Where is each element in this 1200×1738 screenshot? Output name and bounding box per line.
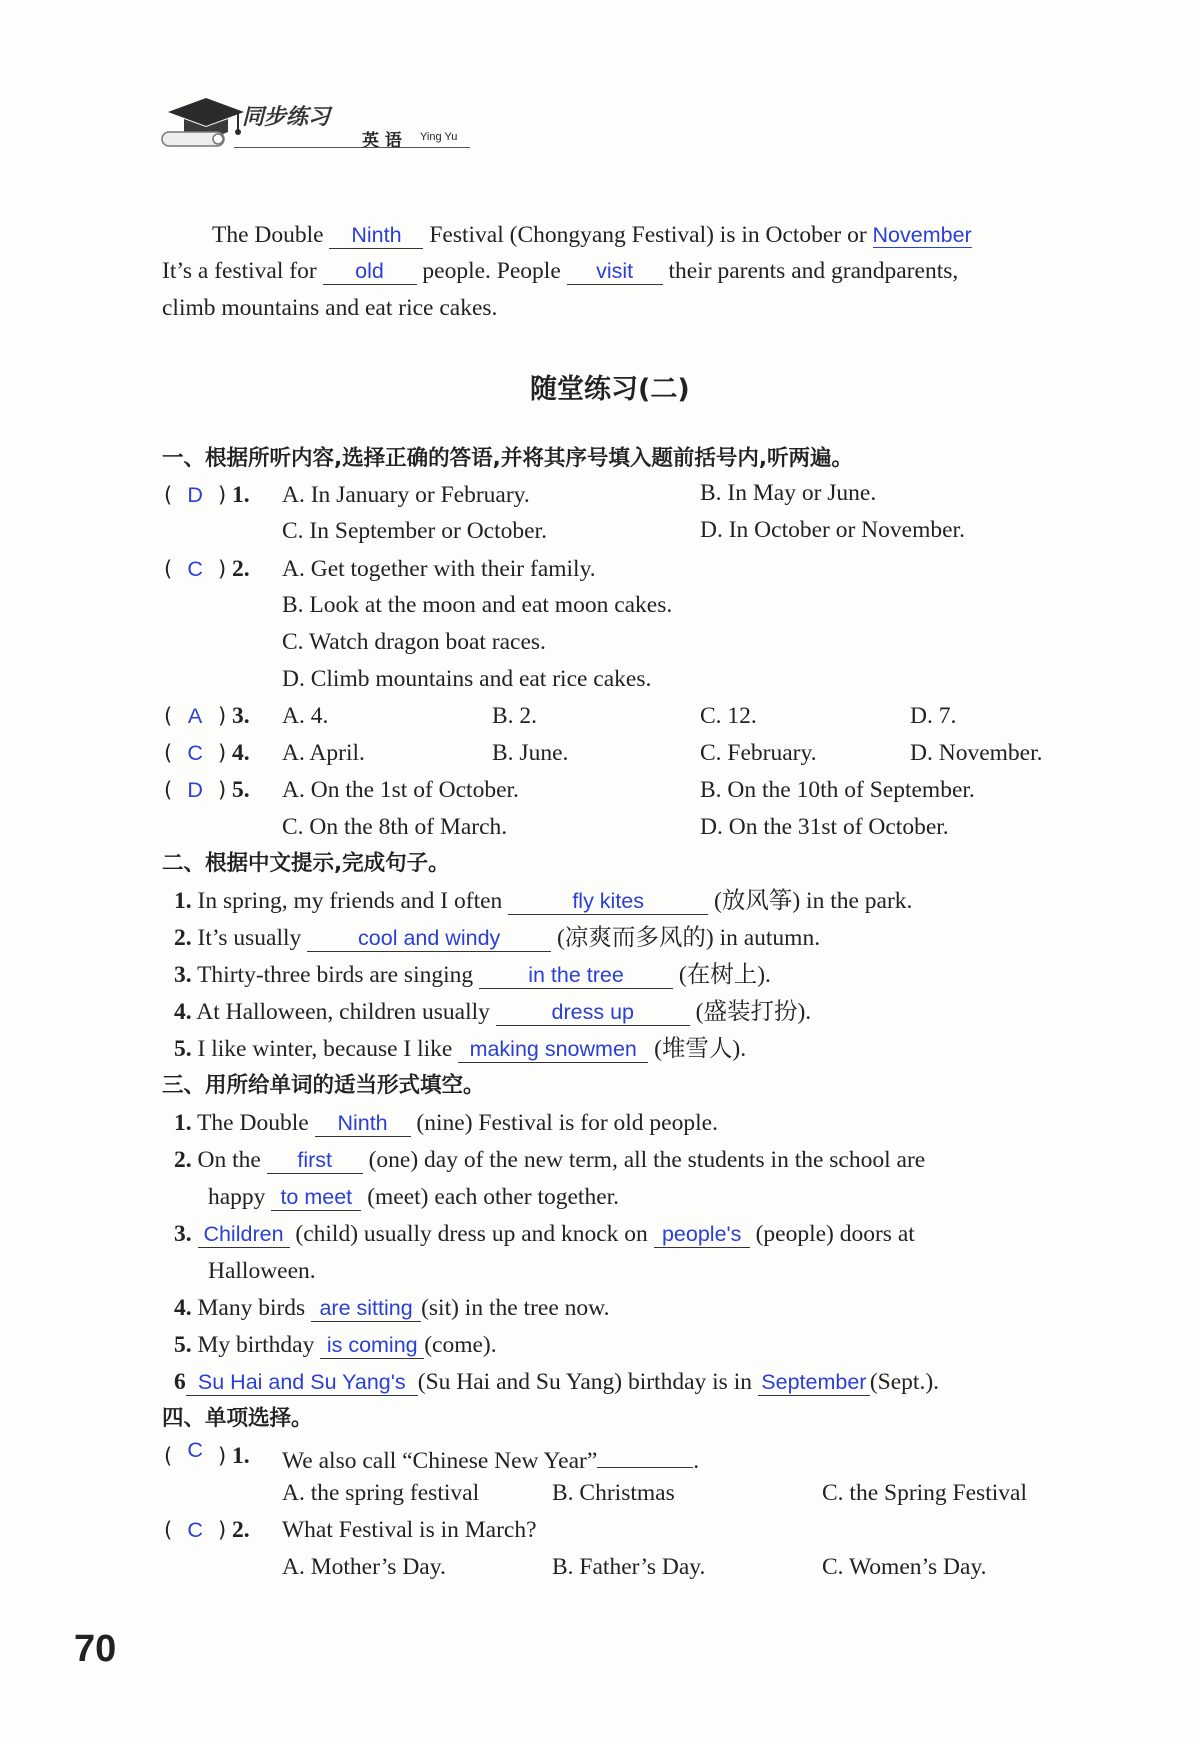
part2-sentence-5 [174, 1034, 746, 1064]
series-title: 同步练习 [242, 105, 331, 130]
answer-blank[interactable]: people's [661, 1222, 742, 1246]
part3-sentence-6 [174, 1367, 939, 1397]
stem-text: We also call “Chinese New Year” [282, 1448, 598, 1474]
sentence-text: (meet) each other together. [367, 1184, 620, 1210]
header-rule [234, 147, 470, 148]
sentence-text: I like winter, because I like [197, 1036, 453, 1062]
option: D. Climb mountains and eat rice cakes. [282, 666, 652, 692]
intro-text: climb mountains and eat rice cakes. [162, 295, 498, 321]
part2-sentence-2 [174, 923, 820, 953]
sentence-text: (在树上). [678, 962, 771, 988]
answer-blank[interactable]: Su Hai and Su Yang's [197, 1370, 406, 1394]
stem-text: . [693, 1448, 700, 1474]
answer-blank[interactable]: Ninth [351, 223, 402, 247]
question-stem: What Festival is in March? [282, 1517, 537, 1543]
option: C. the Spring Festival [822, 1480, 1027, 1506]
option: B. In May or June. [700, 480, 877, 506]
paren-open: ( [164, 1444, 173, 1468]
paren-open: ( [164, 704, 173, 728]
answer-choice[interactable]: A [187, 704, 203, 728]
question-number: 4. [174, 999, 192, 1025]
question-number: 2. [232, 556, 250, 582]
intro-text: It’s a festival for [162, 258, 317, 284]
option: C. Watch dragon boat races. [282, 629, 546, 655]
part2-sentence-1 [174, 886, 912, 916]
subject-cn: 英 语 [362, 131, 402, 151]
subject-pinyin: Ying Yu [420, 131, 458, 143]
sentence-text: On the [197, 1147, 261, 1173]
answer-blank[interactable]: first [297, 1148, 332, 1172]
option: B. June. [492, 740, 569, 766]
paren-open: ( [164, 557, 173, 581]
answer-blank[interactable]: are sitting [319, 1296, 413, 1320]
intro-text: The Double [212, 222, 324, 248]
option: C. Women’s Day. [822, 1554, 987, 1580]
sentence-text: (堆雪人). [654, 1036, 747, 1062]
sentence-text: (child) usually dress up and knock on [295, 1221, 648, 1247]
answer-choice[interactable]: C [187, 741, 203, 765]
paren-close: ) [217, 1444, 227, 1468]
question-number: 2. [174, 925, 192, 951]
answer-blank[interactable]: is coming [326, 1333, 418, 1357]
header [158, 92, 478, 154]
question-number: 4. [174, 1295, 192, 1321]
part2-heading: 二、根据中文提示,完成句子。 [162, 851, 450, 876]
option: C. 12. [700, 703, 757, 729]
paren-close: ) [217, 778, 227, 802]
answer-choice[interactable]: C [187, 557, 203, 581]
part2-sentence-4 [174, 997, 811, 1027]
sentence-text: (come). [424, 1332, 497, 1358]
sentence-text: The Double [197, 1110, 309, 1136]
sentence-text: (sit) in the tree now. [421, 1295, 610, 1321]
question-number: 6 [174, 1369, 186, 1395]
part4-heading: 四、单项选择。 [162, 1406, 313, 1431]
option: C. February. [700, 740, 817, 766]
question-number: 1. [232, 482, 250, 508]
answer-blank[interactable]: Children [203, 1222, 284, 1246]
option: C. On the 8th of March. [282, 814, 508, 840]
graduation-cap-icon [158, 92, 248, 154]
question-number: 1. [232, 1443, 250, 1469]
part3-sentence-2-cont [208, 1182, 619, 1212]
q2-row [164, 554, 250, 584]
mc-q2-row [164, 1515, 250, 1545]
option: D. November. [910, 740, 1043, 766]
question-number: 4. [232, 740, 250, 766]
question-number: 3. [174, 1221, 192, 1247]
question-number: 5. [232, 777, 250, 803]
answer-choice[interactable]: C [187, 1438, 203, 1462]
option: A. the spring festival [282, 1480, 480, 1506]
answer-blank[interactable] [597, 1441, 693, 1468]
paren-open: ( [164, 1518, 173, 1542]
answer-blank[interactable]: in the tree [528, 963, 624, 987]
intro-text: their parents and grandparents, [668, 258, 959, 284]
sentence-text: (Sept.). [869, 1369, 940, 1395]
part3-sentence-2 [174, 1145, 925, 1175]
question-number: 2. [174, 1147, 192, 1173]
option: B. 2. [492, 703, 538, 729]
answer-blank[interactable]: cool and windy [358, 926, 501, 950]
part2-sentence-3 [174, 960, 771, 990]
question-number: 5. [174, 1036, 192, 1062]
paren-close: ) [217, 483, 227, 507]
part3-sentence-1 [174, 1108, 718, 1138]
option: D. On the 31st of October. [700, 814, 949, 840]
q4-row [164, 738, 250, 768]
answer-blank[interactable]: to meet [280, 1185, 353, 1209]
part1-heading: 一、根据所听内容,选择正确的答语,并将其序号填入题前括号内,听两遍。 [162, 446, 854, 471]
sentence-text: (nine) Festival is for old people. [416, 1110, 718, 1136]
paren-close: ) [217, 557, 227, 581]
question-number: 1. [174, 1110, 192, 1136]
answer-choice[interactable]: D [187, 483, 203, 507]
paren-open: ( [164, 741, 173, 765]
option: A. Mother’s Day. [282, 1554, 446, 1580]
sentence-text: (one) day of the new term, all the students in the school are [368, 1147, 926, 1173]
q1-row [164, 480, 250, 510]
intro-line-2 [162, 256, 958, 286]
part3-heading: 三、用所给单词的适当形式填空。 [162, 1073, 485, 1098]
answer-blank[interactable]: Ninth [337, 1111, 388, 1135]
paren-open: ( [164, 483, 173, 507]
sentence-text: In spring, my friends and I often [197, 888, 503, 914]
sentence-text: At Halloween, children usually [196, 999, 490, 1025]
part3-sentence-5 [174, 1330, 497, 1360]
sentence-text: (凉爽而多风的) in autumn. [557, 925, 821, 951]
sentence-text: happy [208, 1184, 266, 1210]
option: B. Christmas [552, 1480, 675, 1506]
intro-text: Festival (Chongyang Festival) is in October or [429, 222, 867, 248]
option: A. In January or February. [282, 482, 530, 508]
question-number: 1. [174, 888, 192, 914]
page-number: 70 [74, 1628, 117, 1670]
mc-q1-row [164, 1438, 250, 1471]
option: A. Get together with their family. [282, 556, 596, 582]
answer-blank[interactable]: visit [596, 259, 634, 283]
paren-open: ( [164, 778, 173, 802]
option: D. In October or November. [700, 517, 965, 543]
intro-line-3 [162, 293, 497, 323]
answer-blank[interactable]: dress up [551, 1000, 634, 1024]
intro-line-1 [212, 220, 972, 250]
answer-blank[interactable]: making snowmen [469, 1037, 637, 1061]
q3-row [164, 701, 250, 731]
sentence-text: (people) doors at [755, 1221, 915, 1247]
option: B. Look at the moon and eat moon cakes. [282, 592, 673, 618]
sentence-text: My birthday [197, 1332, 315, 1358]
sentence-text: Thirty-three birds are singing [197, 962, 474, 988]
sentence-text: (盛装打扮). [695, 999, 812, 1025]
option: A. 4. [282, 703, 329, 729]
answer-blank[interactable]: fly kites [572, 889, 644, 913]
paren-close: ) [217, 1518, 227, 1542]
sentence-text: Many birds [197, 1295, 306, 1321]
sentence-text: (放风筝) in the park. [714, 888, 913, 914]
q5-row [164, 775, 250, 805]
section-title: 随堂练习(二) [530, 374, 690, 405]
option: B. On the 10th of September. [700, 777, 975, 803]
answer-choice[interactable]: C [187, 1518, 203, 1542]
answer-blank[interactable]: old [355, 259, 384, 283]
answer-blank[interactable]: September [761, 1370, 867, 1394]
paren-close: ) [217, 741, 227, 765]
question-number: 3. [174, 962, 192, 988]
part3-sentence-4 [174, 1293, 609, 1323]
option: A. April. [282, 740, 365, 766]
option: B. Father’s Day. [552, 1554, 706, 1580]
answer-choice[interactable]: D [187, 778, 203, 802]
part3-sentence-3-cont [208, 1256, 316, 1286]
question-number: 5. [174, 1332, 192, 1358]
sentence-text: (Su Hai and Su Yang) birthday is in [417, 1369, 752, 1395]
sentence-text: Halloween. [208, 1258, 316, 1284]
option: D. 7. [910, 703, 957, 729]
part3-sentence-3 [174, 1219, 915, 1249]
question-stem [282, 1441, 699, 1476]
question-number: 2. [232, 1517, 250, 1543]
answer-blank[interactable]: November [872, 223, 972, 247]
option: A. On the 1st of October. [282, 777, 519, 803]
sentence-text: It’s usually [197, 925, 302, 951]
paren-close: ) [217, 704, 227, 728]
question-number: 3. [232, 703, 250, 729]
option: C. In September or October. [282, 518, 547, 544]
intro-text: people. People [422, 258, 561, 284]
